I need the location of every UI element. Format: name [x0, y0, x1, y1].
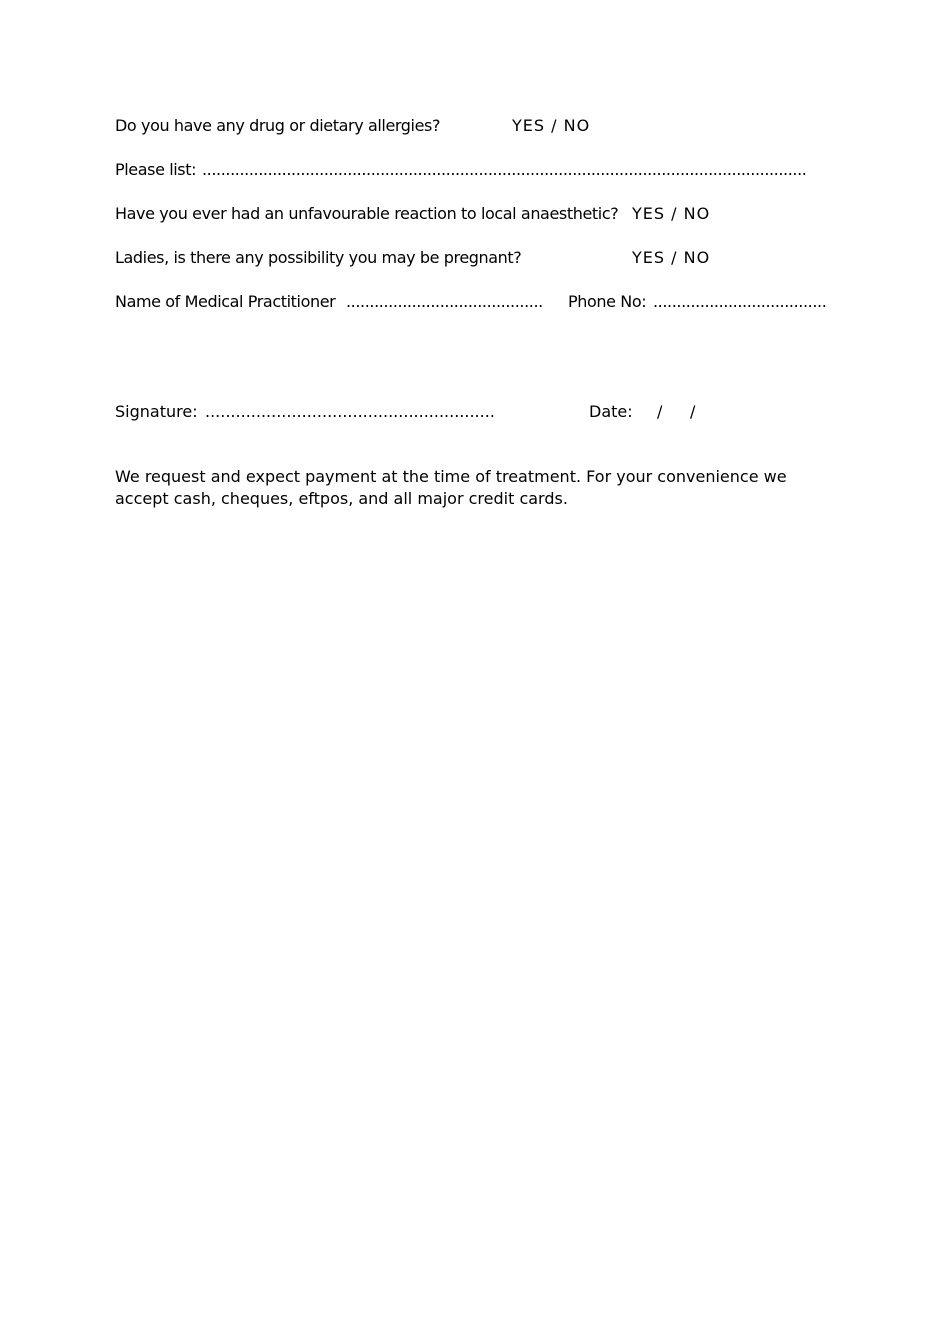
allergies-answer[interactable]: YES / NO: [512, 116, 591, 135]
date-slash-1: /: [657, 402, 663, 421]
anaesthetic-row: [115, 204, 835, 224]
date-slash-2: /: [690, 402, 696, 421]
payment-note-line-2: accept cash, cheques, eftpos, and all major credit cards.: [115, 489, 568, 508]
pregnancy-question: Ladies, is there any possibility you may be pregnant?: [115, 248, 522, 267]
allergies-row: [115, 116, 835, 136]
practitioner-field[interactable]: ..........................................: [346, 292, 543, 311]
phone-label: Phone No:: [568, 292, 647, 311]
anaesthetic-question: Have you ever had an unfavourable reaction to local anaesthetic?: [115, 204, 619, 223]
date-label: Date:: [589, 402, 633, 421]
signature-label: Signature:: [115, 402, 198, 421]
payment-note: [115, 466, 835, 510]
signature-field[interactable]: .........................................................: [205, 402, 495, 421]
pregnancy-row: [115, 248, 835, 268]
allergy-list-row: [115, 160, 835, 180]
anaesthetic-answer[interactable]: YES / NO: [632, 204, 711, 223]
allergies-question: Do you have any drug or dietary allergies?: [115, 116, 441, 135]
phone-field[interactable]: .....................................: [653, 292, 827, 311]
practitioner-row: [115, 292, 835, 312]
pregnancy-answer[interactable]: YES / NO: [632, 248, 711, 267]
practitioner-label: Name of Medical Practitioner: [115, 292, 336, 311]
payment-note-line-1: We request and expect payment at the time of treatment. For your convenience we: [115, 467, 787, 486]
signature-row: [115, 402, 835, 422]
please-list-field[interactable]: .................................................................................................................................: [202, 160, 807, 179]
please-list-label: Please list:: [115, 160, 197, 179]
